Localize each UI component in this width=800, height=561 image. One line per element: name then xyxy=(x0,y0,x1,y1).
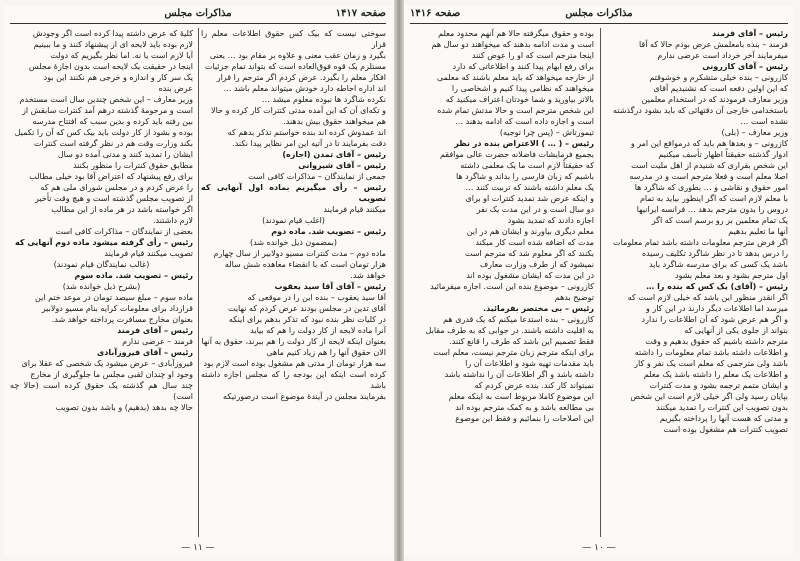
text-line: آیا لازم است یا نه. اما نظر بگیریم که دولت xyxy=(50,51,193,60)
text-line: اگر فرض مترجم معلومات داشته باشد تمام معلومات xyxy=(613,238,788,247)
text-line: است و مدت ادامه بدهند که میخواهند دو سال هم xyxy=(431,40,594,49)
text-line: اصلا معلم است و فعلا مترجم است و در مدرسه xyxy=(629,172,788,181)
text-line: رئیس – آقای کازرونی xyxy=(702,62,788,71)
text-line: لازم داشتند. xyxy=(153,216,193,225)
text-line: توضیح بدهم xyxy=(554,293,594,302)
text-line: بگیرد و زمان عقب معنی و علاوه بر مقام بود … یعنی xyxy=(209,51,386,60)
text-line: بتواند از جلوی یکی از آنهایی که xyxy=(684,326,788,335)
text-line: برای رفع ابهام پیدا کنند و اطلاعاتی که دارد xyxy=(452,62,594,71)
text-line: عرض بنده xyxy=(158,84,193,93)
text-line: بپایان رسید ولی اگر خیلی لازم است این شخص xyxy=(630,392,788,401)
text-line: و اگر هم عرض شود که آن اطلاعات را ندارد xyxy=(641,315,788,324)
text-line: رئیس – آقای آقا سید یعقوب xyxy=(274,282,386,291)
text-line: این شخص مترجم است و حالا مدتش تمام شده xyxy=(437,106,594,115)
text-line: مستلزم یک قوه فوق‌العاده است که بتواند تمام جزئیات xyxy=(204,62,386,71)
text-line: رئیس – ( … ) الاعتراض بنده در نظر xyxy=(454,139,594,148)
text-line: رئیس – بی مختصر بفرمائید. xyxy=(483,304,594,313)
text-line: میخواهند که نظامی پیدا کنیم و اشخاصی را xyxy=(451,84,594,93)
text-line: به اقلیت داشته باشند. در جوابی که به طرف مقابل xyxy=(425,326,594,335)
text-line: کازرونی – موضوع بنده این است. اجازه میفرمائید xyxy=(430,282,594,291)
text-line: وجود او چندان لقبی مجلس ما جلوگیری از مخارج xyxy=(30,370,193,379)
text-line: نمیشود که از طرف وزارت معارف xyxy=(479,260,594,269)
text-line: میرسد اما اطلاعات دیگر دارند در این کار و xyxy=(645,304,788,313)
text-line: دروس را بدون مترجم بدهد … فرانسه ایرانیها xyxy=(636,205,788,214)
text-line: بکند وزارت وقت هم در نظر گرفته است کنترات xyxy=(34,139,193,148)
text-line: (بمضمون ذیل خوانده شد) xyxy=(250,238,337,247)
text-line: آقا سید یعقوب – بنده این را در موقعی که xyxy=(247,293,386,302)
folio: — ۱۰ — xyxy=(582,543,616,553)
text-line: بکنند که اگر معلوم شد که مترجم است xyxy=(464,249,594,258)
text-line: ماده دوم – مدت کنترات مسیو دولابیر از سال چهارم xyxy=(213,249,386,258)
text-line: باشد ولی مترجمی که معلم است یک نفر و کار xyxy=(634,359,788,368)
text-line: اند عمدوش کرده اند بنده خواستم تذکر بدهم که xyxy=(227,128,386,137)
text-line: و اطلاعات یک معلم را داشته باشد یک معلم xyxy=(643,370,788,379)
text-line: باشد یک کسی که برای مدرسه شاگرد باید xyxy=(649,260,788,269)
text-line: رئیس – تصویب شد. ماده سوم xyxy=(74,271,193,280)
text-line: چند سال هم گذشته یک حقوق کرده است (حالا چه است) xyxy=(10,381,193,401)
text-line: حالا چه بدهد (بدهیم) و باشد بدون تصویب xyxy=(55,403,193,412)
text-line: رئیس – (آقای) یک کس که بنده را … xyxy=(646,282,788,291)
text-line: جمعی از نمایندگان – مذاکرات کافی است xyxy=(248,172,386,181)
text-column-left xyxy=(410,28,594,537)
text-line: آنرا ماده لایحه از کار دولت را هم که بیاید xyxy=(250,326,386,335)
folio: — ۱۱ — xyxy=(181,543,215,553)
running-title: مذاکرات مجلس xyxy=(565,8,633,19)
text-line: ادوار گذشته حقیقتاً اظهار تأسف میکنیم xyxy=(658,150,788,159)
text-line: اگر خواسته باشد در هر ماده از این مطالب xyxy=(51,205,193,214)
text-line: دو سال است و در این مدت یک نفر xyxy=(476,205,594,214)
text-line: خواهد شد. xyxy=(350,271,386,280)
text-line: آقای تدین در مجلس بودند عرض کردم که نهایت xyxy=(227,304,386,313)
text-line: (بشرح ذیل خوانده شد) xyxy=(62,282,141,291)
text-line: داشته باشد و اگر اطلاعات آن را نداشته باشد xyxy=(444,370,594,379)
header-rule xyxy=(10,23,386,24)
text-line: وزیر معارف فرمودند که در استخدام معلمین xyxy=(641,95,788,104)
text-line: سوختی نیست که بیک کس حقوق اطلاعات معلم را قرار xyxy=(201,29,386,49)
text-line: اول مترجم بشود و بعد معلم بشود xyxy=(675,271,788,280)
text-line: بوده و حقوق میگرفته حالا هم آنهم محدود معلم xyxy=(438,29,594,38)
text-line: که حقیقتاً لازم است ما یک معلمی داشته xyxy=(460,161,594,170)
text-line: بعضی از نمایندگان – مذاکرات کافی است xyxy=(55,227,193,236)
book-gutter xyxy=(394,0,404,561)
text-line: نشده است … xyxy=(740,117,788,126)
text-line: رئیس – رأی گرفته میشود ماده دوم آنهایی که xyxy=(15,238,193,247)
text-line: و مدتی که هست آنها را پرداخته بگیریم xyxy=(659,414,788,423)
text-line: مطابق حقوق کنترات را منظور بکنند xyxy=(72,161,193,170)
text-line: و اطلاعات داشته باشد تمام معلومات را داشته xyxy=(634,348,788,357)
text-line: سه هزار تومان از مدتی هم مشغول بوده است لازم بود xyxy=(203,359,386,368)
text-line: بین رفته باید کرده و بدین سبب که افتتاح مدرسه xyxy=(32,117,193,126)
page-header xyxy=(410,8,788,22)
page-number: صفحه ۱۴۱۷ xyxy=(335,8,386,19)
text-line: تصویب میکنند قیام فرمایند xyxy=(104,249,193,258)
page-number: صفحه ۱۴۱۶ xyxy=(410,8,461,19)
text-line: کازرونی – بنده خیلی متشکرم و خوشوقتم xyxy=(649,73,788,82)
text-line: فرمند – عرضی ندارم xyxy=(122,337,193,346)
text-line: بعنوان اینکه لایحه از کار دولت را هم ببرند، حقوق به آنها xyxy=(201,337,386,346)
text-line: مدت که اضافه شده است کار میکند xyxy=(475,238,594,247)
text-line: فقط تصمیم این باشد که طرف را قانع کنند. xyxy=(449,337,594,346)
text-line: اند اداره احاطه دارد خودش میتواند معلم باشد … xyxy=(223,84,386,93)
text-line: از تصویب مجلس گذشته است و هیچ وقت تأخیر xyxy=(35,194,193,203)
text-line: ایشان را تمدید کنند و مدتی آمده دو سال xyxy=(57,150,193,159)
text-line: با معلم لازم است که اگر اینطور بیاید به تمام xyxy=(639,194,788,203)
text-line: در کلیات نظر بنده نبود که تذکر بدهم برای اینکه xyxy=(228,315,386,324)
text-line: هم میخواهند حقوق بیش بدهند. xyxy=(283,117,386,126)
text-line: رئیس – آقای تمدن (اجازه) xyxy=(282,150,386,159)
text-line: وزیر معارف – این شخص چندین سال است مستخدم xyxy=(19,95,193,104)
text-line: نمیتواند کار کند. بنده عرض کردم که xyxy=(474,381,594,390)
page-right xyxy=(404,6,794,555)
text-line: قرارداد برای معلومات کرایه بنام مسیو دولابیر xyxy=(41,304,193,313)
text-line: معلم دیگری بیاورند و ایشان هم در این xyxy=(466,227,594,236)
text-line: رئیس – آقای فرمند xyxy=(712,29,788,38)
text-line: دقت بفرمایند تا در آتیه این امر نظایر پیدا نکند. xyxy=(232,139,386,148)
column-divider xyxy=(198,28,199,537)
text-column-right xyxy=(201,28,386,537)
text-column-right xyxy=(602,28,788,537)
text-line: کازرونی – و بعدها هم باید که درمواقع این امر و xyxy=(630,139,788,148)
text-line: رئیس – آقای فیروزآبادی xyxy=(96,348,193,357)
text-line: و اینکه عرض شد تمدید کنترات او برای xyxy=(465,194,594,203)
text-line: باشیم که زبان فارسی را بداند و شاگرد ها xyxy=(455,172,594,181)
text-line: نکرده شاگرد ها نبوده معلوم میشد … xyxy=(261,95,386,104)
text-line: را عرض کردم و در مجلس شورای ملی هم که xyxy=(40,183,193,192)
text-line: فیروزآبادی – عرض میشود یک شخصی که عقلا برای xyxy=(21,359,193,368)
text-line: تصویب کنترات هم مشغول بوده است xyxy=(663,425,788,434)
text-line: بفرمایند مجلس در آیندهٔ موضوع است درصورتیکه xyxy=(223,392,386,401)
text-line: ماده سوم – مبلغ سیصد تومان در موعد ختم این xyxy=(34,293,193,302)
text-line: در این مدت که ایشان مشغول بوده اند xyxy=(466,271,594,280)
page-header xyxy=(10,8,386,22)
text-line: این اصلاحات را بنمائیم و فقط این موضوع xyxy=(455,414,594,423)
text-line: تیمورتاش – (پس چرا توجیه) xyxy=(499,128,594,137)
text-line: (غالب نمایندگان قیام نمودند) xyxy=(53,260,150,269)
text-line: بدون تصویب این کنترات را تمدید میکنند xyxy=(656,403,788,412)
text-line: از خارجه میخواهد که باید معلم باشند که معلمی xyxy=(436,73,594,82)
text-line: اجازه دادند که تمدید بشود xyxy=(507,216,594,225)
text-line: را درس بدهد تا در نظر شاگرد تکلیف رسیده xyxy=(641,249,788,258)
text-line: این شخص بقراری که شنیدم از اهل ملیت است xyxy=(631,161,788,170)
text-line: میکنند قیام فرمایند xyxy=(323,205,386,214)
text-line: است و مرحومهٔ گذشته درهم آمد کنترات سابقش از xyxy=(22,106,193,115)
column-divider xyxy=(600,28,601,537)
text-line: افکار معلم را بگیرد. عرض کردم اگر مترجم را قرار xyxy=(216,73,386,82)
text-line: (اغلب قیام نمودند) xyxy=(262,216,325,225)
text-line: رئیس – رأی میگیریم بماده اول آنهایی که تصویب xyxy=(201,183,386,203)
running-title: مذاکرات مجلس xyxy=(164,8,232,19)
page-left xyxy=(4,6,392,555)
text-line: میفرمایند آخر خرداد است عرضی ندارم xyxy=(657,51,788,60)
text-line: امور حقوق و نقاشی و … بطوری که شاگرد ها xyxy=(634,183,788,192)
text-line: است و اجازه داده است که ادامه بدهند … xyxy=(455,117,594,126)
text-line: وزیر معارف – (بلی) xyxy=(721,128,788,137)
text-line: رئیس – آقای فرمند xyxy=(117,326,193,335)
text-line: هزار تومان است که با انقضاء معاهده شش ساله xyxy=(224,260,386,269)
text-line: که این اولین دفعه است که نشنیدیم آقای xyxy=(653,84,788,93)
text-line: مترجم داشته باشیم که حقوق بدهیم و وقت xyxy=(645,337,788,346)
text-line: کلیهٔ که عرض داشته پیدا کرده است اگر وجودش xyxy=(32,29,193,38)
text-line: رئیس – تصویب شد. ماده دوم xyxy=(271,227,386,236)
text-line: بعنوان مخارج مسافرت پرداخته خواهد شد. xyxy=(51,315,193,324)
text-line: بالاتر بیاورید و شما خودتان اعتراف میکنید که xyxy=(445,95,594,104)
text-line: یک سر کار و اندازه و خرجی هم نکنند این بود xyxy=(43,73,193,82)
text-line: باید مقدمات تهیه شود و اطلاعات آن را xyxy=(465,359,594,368)
text-line: اگر انقدر منظور این باشد که خیلی لازم است که xyxy=(627,293,788,302)
text-line: و ایشان متمم ترجمه بشود و مدت کنترات xyxy=(649,381,788,390)
text-line: یک معلم داشته باشند که تربیت کنند … xyxy=(465,183,594,192)
header-rule xyxy=(410,23,788,24)
text-line: بوده و بشود از کار دولت باید بیک کس که آن را تکمیل xyxy=(14,128,193,137)
text-line: اینجا در حقیقت یک لایحه است بدون اجازهٔ مجلس xyxy=(28,62,193,71)
text-line: یک تمام معلمین بر رو برسم است که اگر xyxy=(651,216,788,225)
text-line: بجمیع فرمایشات فاضلانه حضرت عالی موافقم xyxy=(439,150,594,159)
text-line: و تکه‌ای آن که این آمده مدتی کنترات کار کرده و حالا xyxy=(211,106,386,115)
text-line: آنها ما تعلیم بدهیم xyxy=(728,227,788,236)
text-line: فرمند – بنده بامعلمش عرض بودم حالا که آقا xyxy=(638,40,788,49)
text-line: باستخدامی خارجی آن دقتهائی که باید بشود درگذشته xyxy=(613,106,788,115)
text-line: اینجا مترجم است که او را عوض کنند xyxy=(471,51,594,60)
text-line: این موضوع کاملا مربوط است به اینکه معلم xyxy=(448,392,594,401)
text-line: بی مطالعه باشد و به کمک مترجم بوده اند xyxy=(455,403,594,412)
text-line: کازرونی – بنده استدعا میکنم که یک قدری هم xyxy=(443,315,594,324)
text-line: برای رفع پیشنهاد که اعتراض آقا بود خیلی مطالب xyxy=(29,172,193,181)
text-line: برای اینکه مترجم زبان مترجم نیست، معلم است xyxy=(433,348,594,357)
text-line: لازم بوده باید لایحه ای از پیشنهاد کنند و ما ببینیم xyxy=(33,40,193,49)
text-column-left xyxy=(10,28,193,537)
text-line: کرده است اینکه این بودجه را که مجلس اجازه داشته باشد xyxy=(201,370,386,390)
text-line: رئیس – آقای شیروانی xyxy=(298,161,386,170)
text-line: الان حقوق آنها را هم زیاد کنیم ماهی xyxy=(266,348,386,357)
